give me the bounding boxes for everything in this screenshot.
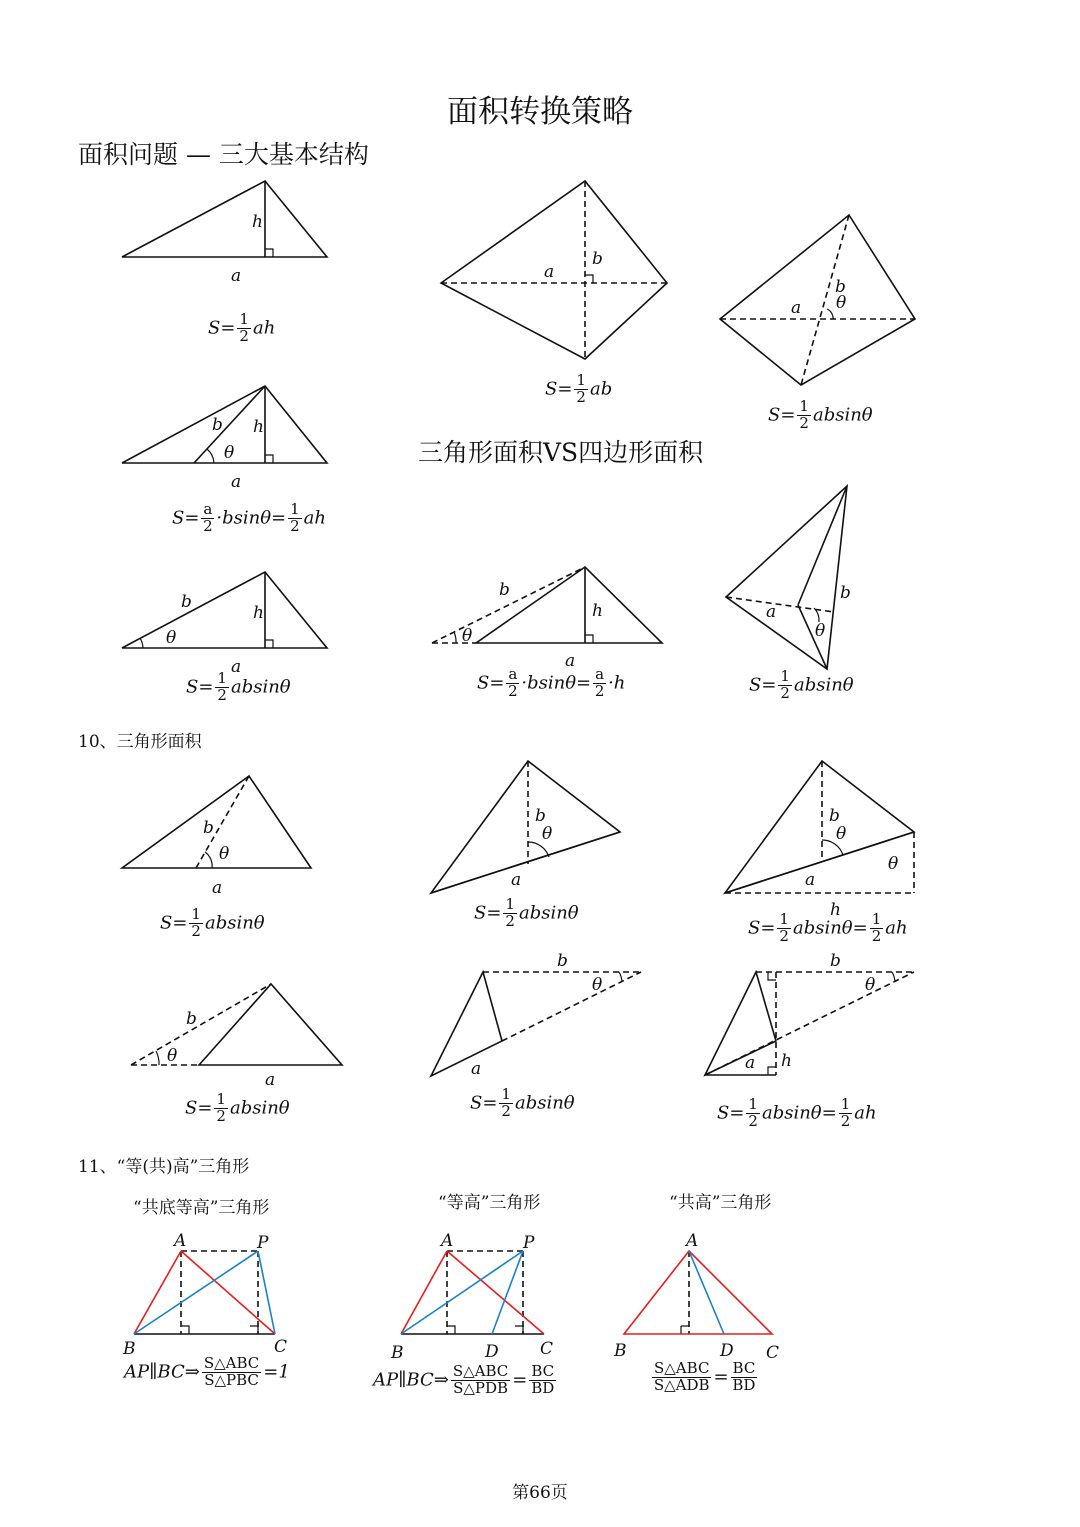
label-b: b (186, 1009, 197, 1029)
label-theta-2: θ (888, 854, 899, 874)
formula-14: AP∥BC⇒ $\frac{\text{S△ABC}}{\text{S△PBC}}$ =1 (124, 1354, 290, 1389)
page-title: 面积转换策略 (447, 94, 633, 130)
figure-10-1 (122, 776, 311, 898)
label-h: h (592, 601, 603, 621)
label-A: A (441, 1231, 454, 1251)
formula-1: S= $\frac{1}{2}$ ah (208, 310, 276, 345)
label-b: b (835, 277, 846, 297)
label-A: A (686, 1231, 699, 1251)
label-h: h (830, 900, 841, 920)
formula-13: S= $\frac{1}{2}$ absinθ= $\frac{1}{2}$ ah (717, 1095, 877, 1130)
formula-7: S= $\frac{1}{2}$ absinθ (749, 667, 854, 702)
formula-10: S= $\frac{1}{2}$ absinθ= $\frac{1}{2}$ ah (748, 910, 908, 945)
page-footer: 第66页 (512, 1483, 568, 1503)
label-theta: θ (592, 975, 603, 995)
label-a: a (212, 878, 223, 898)
label-a: a (471, 1059, 482, 1079)
label-theta: θ (166, 628, 177, 648)
label-a: a (745, 1053, 756, 1073)
figure-10-2 (431, 761, 620, 893)
figure-10-3 (725, 761, 914, 920)
label-B: B (123, 1339, 136, 1359)
figure-quad-angle (720, 215, 915, 385)
formula-5: S= $\frac{1}{2}$ absinθ (186, 669, 291, 704)
subheading-equal-height: “等高”三角形 (438, 1193, 541, 1213)
label-theta: θ (865, 975, 876, 995)
label-C: C (766, 1343, 780, 1363)
label-b: b (829, 806, 840, 826)
figure-11-same-base (122, 1231, 287, 1359)
label-h: h (253, 417, 264, 437)
label-b: b (212, 415, 223, 435)
figure-10-4 (131, 984, 342, 1090)
label-theta: θ (836, 824, 847, 844)
figure-quad-perpendicular (441, 181, 667, 359)
section-heading-basic-structures: 面积问题 — 三大基本结构 (78, 140, 369, 169)
label-a: a (265, 1070, 276, 1090)
label-b: b (181, 592, 192, 612)
label-theta: θ (815, 621, 826, 641)
heading-triangle-vs-quadrilateral: 三角形面积VS四边形面积 (418, 438, 704, 467)
section-heading-11: 11、“等(共)高”三角形 (78, 1157, 250, 1177)
subheading-same-base: “共底等高”三角形 (133, 1198, 270, 1218)
formula-15: AP∥BC⇒ $\frac{\text{S△ABC}}{\text{S△PDB}}$ = $\frac{BC}{BD}$ (373, 1362, 555, 1397)
label-P: P (523, 1233, 535, 1253)
label-theta: θ (462, 626, 473, 646)
label-h: h (253, 603, 264, 623)
figure-triangle-height (122, 181, 327, 286)
label-a: a (544, 262, 555, 282)
label-b: b (592, 249, 603, 269)
figure-11-shared-height (613, 1231, 779, 1363)
formula-8: S= $\frac{1}{2}$ absinθ (160, 905, 265, 940)
label-D: D (485, 1342, 499, 1362)
formula-6: S= $\frac{a}{2}$ ·bsinθ= $\frac{a}{2}$ ·h (477, 665, 626, 700)
section-heading-10: 10、三角形面积 (78, 732, 202, 752)
subheading-shared-height: “共高”三角形 (669, 1193, 772, 1213)
figure-triangle-vertex-angle (122, 572, 327, 677)
label-b: b (557, 951, 568, 971)
figure-concave-quad (726, 486, 851, 669)
label-theta: θ (224, 443, 235, 463)
label-A: A (174, 1231, 187, 1251)
label-h: h (252, 212, 263, 232)
label-b: b (535, 806, 546, 826)
formula-11: S= $\frac{1}{2}$ absinθ (185, 1090, 290, 1125)
label-P: P (257, 1233, 269, 1253)
figure-triangle-extension (432, 567, 662, 671)
formula-9: S= $\frac{1}{2}$ absinθ (474, 895, 579, 930)
label-B: B (614, 1341, 627, 1361)
label-b: b (840, 583, 851, 603)
label-a: a (565, 651, 576, 671)
label-theta: θ (219, 844, 230, 864)
label-D: D (720, 1341, 734, 1361)
label-b: b (203, 818, 214, 838)
label-a: a (231, 266, 242, 286)
label-b: b (830, 951, 841, 971)
figure-10-5 (431, 951, 641, 1079)
figure-11-equal-height (390, 1231, 553, 1363)
figure-10-6 (705, 951, 914, 1075)
formula-12: S= $\frac{1}{2}$ absinθ (470, 1085, 575, 1120)
label-a: a (231, 657, 242, 677)
label-a: a (805, 870, 816, 890)
label-C: C (540, 1339, 554, 1359)
label-theta: θ (167, 1046, 178, 1066)
label-B: B (391, 1343, 404, 1363)
label-a: a (231, 472, 242, 492)
figure-triangle-b-theta-h (122, 386, 327, 492)
label-C: C (274, 1337, 288, 1357)
label-a: a (766, 602, 777, 622)
label-theta: θ (542, 824, 553, 844)
label-theta: θ (836, 293, 847, 313)
formula-2: S= $\frac{1}{2}$ ab (545, 371, 613, 406)
formula-4: S= $\frac{a}{2}$ ·bsinθ= $\frac{1}{2}$ ah (172, 500, 326, 535)
formula-16: $\frac{\text{S△ABC}}{\text{S△ADB}}$ = $\frac{BC}{BD}$ (653, 1359, 756, 1394)
label-a: a (791, 298, 802, 318)
formula-3: S= $\frac{1}{2}$ absinθ (768, 397, 873, 432)
label-a: a (511, 870, 522, 890)
label-h: h (781, 1051, 792, 1071)
label-b: b (499, 580, 510, 600)
